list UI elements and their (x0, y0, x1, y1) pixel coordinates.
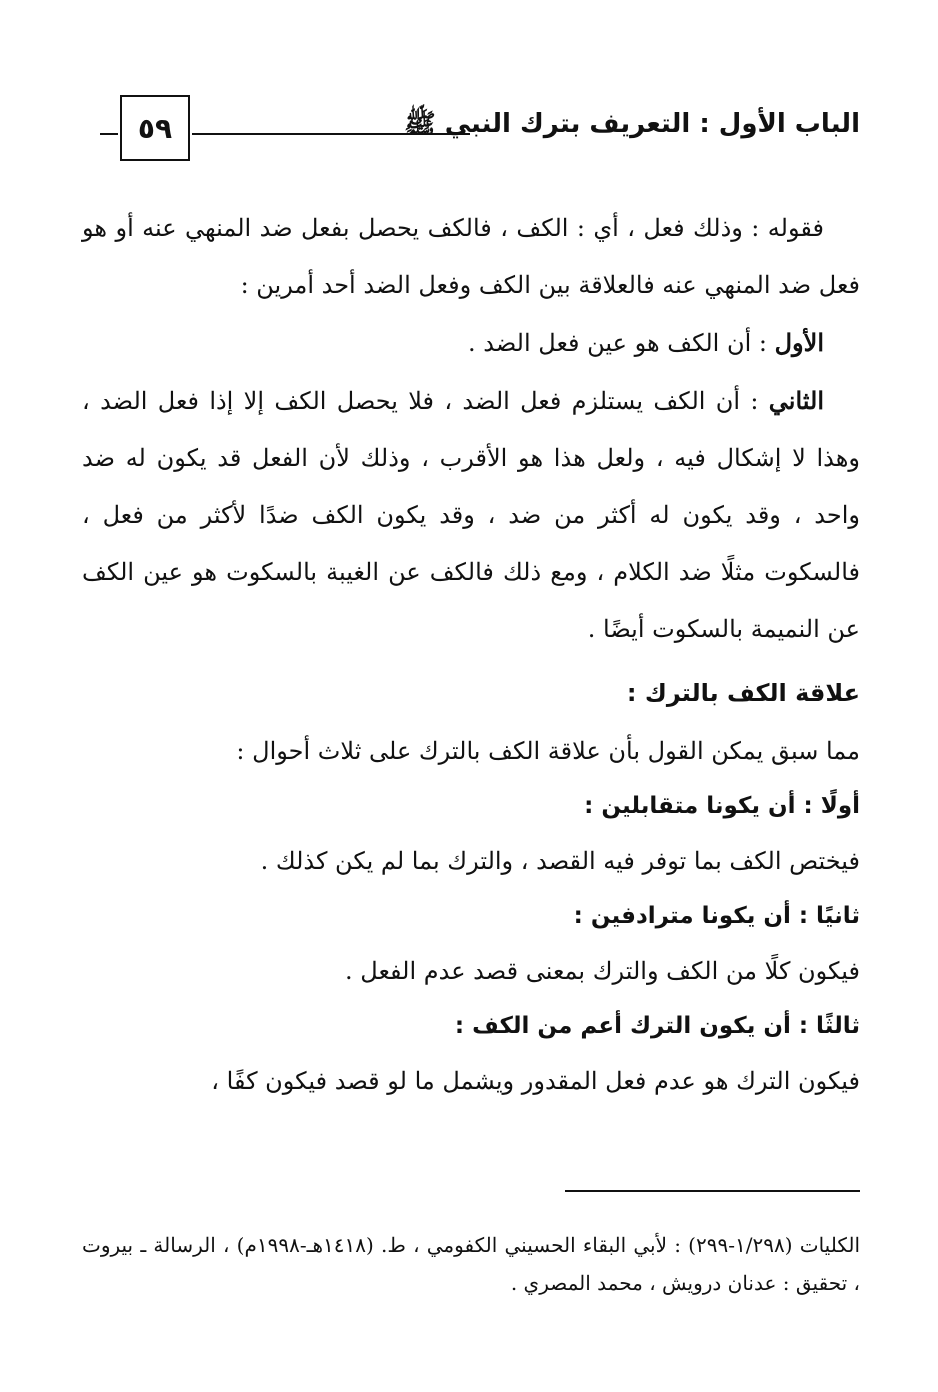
text-first: : أن الكف هو عين فعل الضد . (467, 329, 775, 357)
label-first: الأول (774, 328, 824, 357)
case-3-title: ثالثًا : أن يكون الترك أعم من الكف : (454, 1013, 860, 1039)
footnote-separator (565, 1190, 860, 1192)
section-intro: مما سبق يمكن القول بأن علاقة الكف بالترك على ثلاث أحوال : (236, 737, 860, 765)
paragraph-intro: فقوله : وذلك فعل ، أي : الكف ، فالكف يحصل بفعل ضد المنهي عنه أو هو فعل ضد المنهي عنه فالعلاقة بين الكف وفعل الضد أحد أمرين : (82, 214, 860, 299)
running-head: الباب الأول : التعريف بترك النبي ﷺ (404, 109, 860, 139)
section-heading: علاقة الكف بالترك : (626, 679, 860, 707)
paragraph-first-relation (82, 314, 860, 372)
case-1-title: أولًا : أن يكونا متقابلين : (584, 793, 860, 819)
case-2-title: ثانيًا : أن يكونا مترادفين : (573, 903, 860, 929)
page-number: ٥٩ (120, 95, 190, 161)
paragraph-second-relation (82, 372, 860, 658)
text-second: : أن الكف يستلزم فعل الضد ، فلا يحصل الكف إلا إذا فعل الضد ، وهذا لا إشكال فيه ، ولعل هذا هو الأقرب ، وذلك لأن الفعل قد يكون له ضد واحد ، وقد يكون له أكثر من ضد ، وقد يكون الكف ضدًا لأكثر من فعل ، فالسكوت مثلًا ضد الكلام ، ومع ذلك فالكف عن الغيبة بالسكوت هو عين الكف عن النميمة بالسكوت أيضًا . (82, 387, 860, 643)
header-rule (192, 133, 470, 135)
case-3-text: فيكون الترك هو عدم فعل المقدور ويشمل ما لو قصد فيكون كفًا ، (211, 1067, 860, 1095)
body-text (82, 200, 860, 1109)
header-rule-left (100, 133, 118, 135)
case-2-text: فيكون كلًا من الكف والترك بمعنى قصد عدم الفعل . (345, 957, 860, 985)
label-second: الثاني (768, 386, 824, 415)
footnote: الكليات (١/٢٩٨-٢٩٩) : لأبي البقاء الحسيني الكفومي ، ط. (١٤١٨هـ-١٩٩٨م) ، الرسالة ـ بيروت ، تحقيق : عدنان درويش ، محمد المصري . (82, 1233, 861, 1295)
case-1-text: فيختص الكف بما توفر فيه القصد ، والترك بما لم يكن كذلك . (260, 847, 860, 875)
page-header (100, 95, 860, 165)
